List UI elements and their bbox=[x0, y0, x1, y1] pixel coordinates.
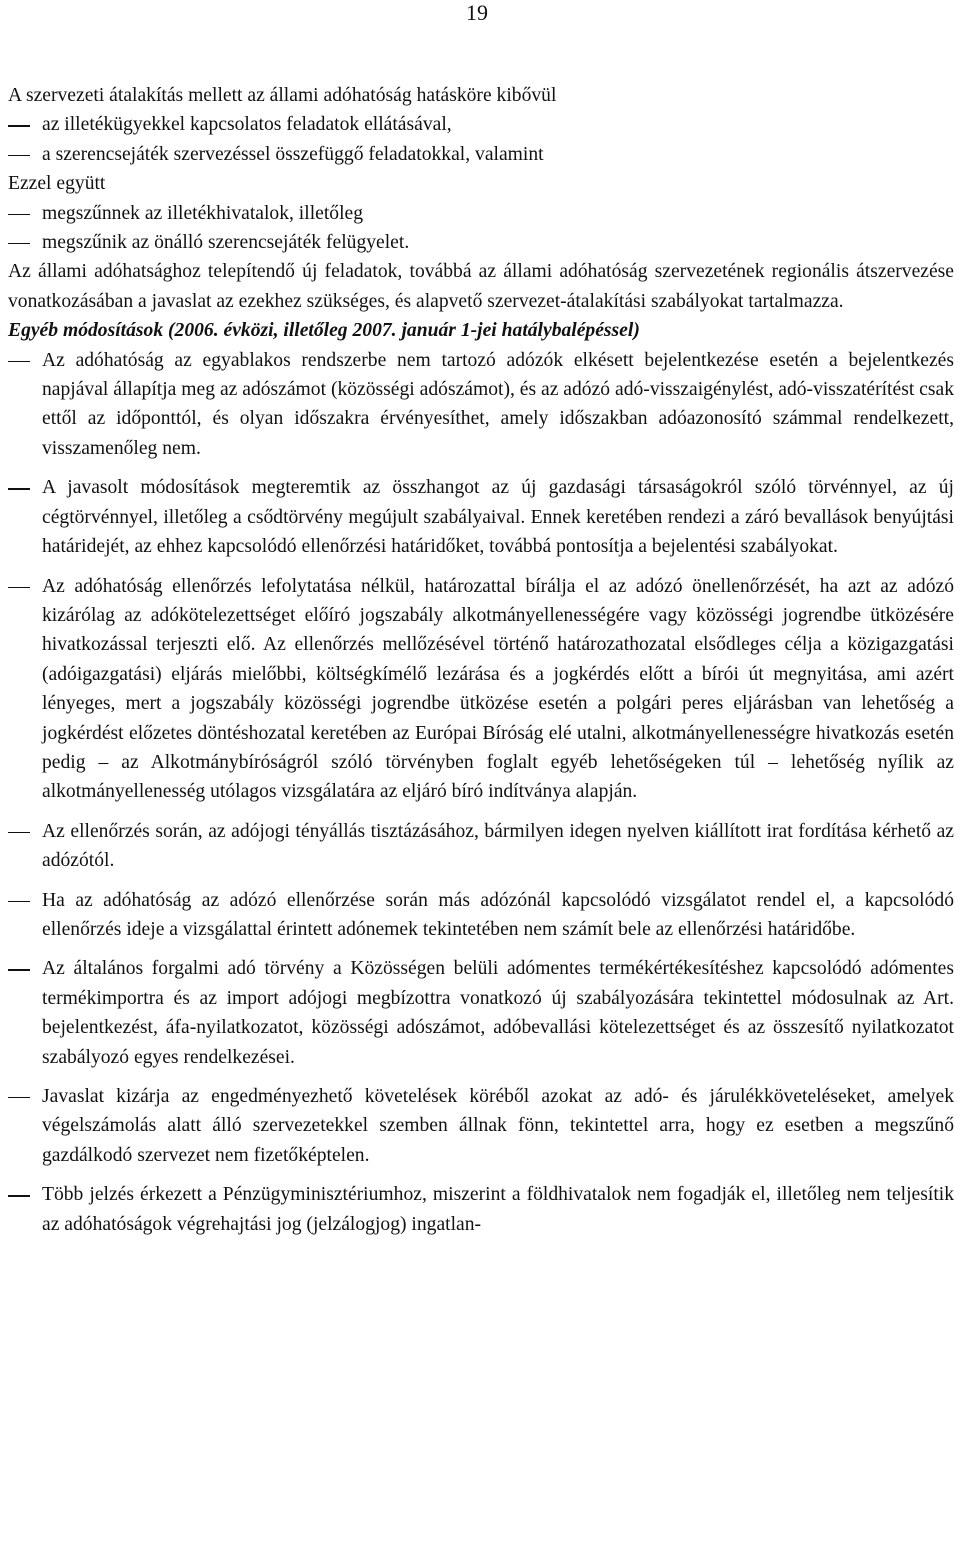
list-item bbox=[8, 572, 954, 807]
list-item-text: Ha az adóhatóság az adózó ellenőrzése során más adózónál kapcsolódó vizsgálatot rendel el, a kapcsolódó ellenőrzés ideje a vizsgálattal érintett adónemek tekintetében nem számít bele az ellenőrzési határidőbe. bbox=[42, 889, 954, 940]
list-item-text: megszűnik az önálló szerencsejáték felügyelet. bbox=[42, 232, 410, 254]
page-number: 19 bbox=[466, 0, 488, 25]
list-item-text: A javasolt módosítások megteremtik az összhangot az új gazdasági társaságokról szóló törvénnyel, az új cégtörvénnyel, illetőleg a csődtörvény megújult szabályaival. Ennek keretében rendezi a záró bevallások benyújtási határidejét, az ehhez kapcsolódó ellenőrzési határidőket, továbbá pontosítja a bejelentési szabályokat. bbox=[42, 477, 954, 558]
list-item bbox=[8, 228, 954, 257]
list-item bbox=[8, 346, 954, 464]
list-item-text: Több jelzés érkezett a Pénzügyminisztériumhoz, miszerint a földhivatalok nem fogadják el, illetőleg nem teljesítik az adóhatóságok végrehajtási jog (jelzálogjog) ingatlan- bbox=[42, 1184, 954, 1235]
section-heading: Egyéb módosítások (2006. évközi, illetőleg 2007. január 1-jei hatálybalépéssel) bbox=[8, 320, 640, 342]
list-item-text: az illetékügyekkel kapcsolatos feladatok ellátásával, bbox=[42, 114, 452, 136]
list-item bbox=[8, 110, 954, 139]
list-item-text: megszűnnek az illetékhivatalok, illetőleg bbox=[42, 202, 364, 224]
list-item-text: Az adóhatóság ellenőrzés lefolytatása nélkül, határozattal bírálja el az adózó önellenőrzését, ha azt az adózó kizárólag az adókötelezettséget előíró jogszabály alkotmányellenességére vagy közösségi jogrendbe ütközésére hivatkozással terjeszti elő. Az ellenőrzés mellőzésével történő határozathozatal elsődleges célja a közigazgatási (adóigazgatási) eljárás mielőbbi, költségkímélő lezárása és a jogkérdés előtt a bírói út megnyitása, ami azért lényeges, mert a jogszabály közösségi jogrendbe ütközése esetén a polgári peres eljárásban van lehetőség a jogkérdést előzetes döntéshozatal keretében az Európai Bíróság elé utalni, alkotmányellenességre hivatkozás esetén pedig – az Alkotmánybíróságról szóló törvényben foglalt egyéb lehetőségeken túl – lehetőség nyílik az alkotmányellenesség utólagos vizsgálatára az eljáró bíró indítványa alapján. bbox=[42, 575, 954, 803]
list-item bbox=[8, 886, 954, 945]
list-item-text: Javaslat kizárja az engedményezhető követelések köréből azokat az adó- és járulékköveteléseket, amelyek végelszámolás alatt álló szervezetekkel szemben állnak fönn, tekintettel arra, hogy ez esetben a megszűnő gazdálkodó szervezet nem fizetőképtelen. bbox=[42, 1086, 954, 1166]
list-item bbox=[8, 817, 954, 876]
document-body bbox=[8, 81, 954, 1239]
list-item-text: a szerencsejáték szervezéssel összefüggő feladatokkal, valamint bbox=[42, 143, 544, 165]
list-item bbox=[8, 473, 954, 561]
list-item bbox=[8, 1180, 954, 1239]
list-item bbox=[8, 1082, 954, 1170]
list-item-text: Az ellenőrzés során, az adójogi tényállás tisztázásához, bármilyen idegen nyelven kiállított irat fordítása kérhető az adózótól. bbox=[42, 820, 954, 872]
intro-text: A szervezeti átalakítás mellett az állami adóhatóság hatásköre kibővül bbox=[8, 85, 557, 106]
body-paragraph: Az állami adóhatsághoz telepítendő új feladatok, továbbá az állami adóhatóság szervezetének regionális átszervezése vonatkozásában a javaslat az ezekhez szükséges, és alapvető szervezet-átalakítási szabályokat tartalmazza. bbox=[8, 261, 954, 312]
list-item bbox=[8, 199, 954, 228]
ezzel-text: Ezzel együtt bbox=[8, 173, 106, 195]
list-item-text: Az adóhatóság az egyablakos rendszerbe nem tartozó adózók elkésett bejelentkezése esetén a bejelentkezés napjával állapítja meg az adószámot (közösségi adószámot), és az adózó adó-visszaigénylést, adó-visszatérítést csak ettől az időponttól, és olyan időszakra érvényesíthet, amely időszakban adóazonosító számmal rendelkezett, visszamenőleg nem. bbox=[42, 349, 954, 459]
list-item-text: Az általános forgalmi adó törvény a Közösségen belüli adómentes termékértékesítéshez kapcsolódó adómentes termékimportra és az import adójogi megbízottra vonatkozó új szabályozására tekintettel módosulnak az Art. bejelentkezést, áfa-nyilatkozatot, közösségi adószámot, adóbevallási kötelezettséget és az összesítő nyilatkozatot szabályozó egyes rendelkezései. bbox=[42, 958, 954, 1068]
list-item bbox=[8, 140, 954, 169]
list-item bbox=[8, 954, 954, 1072]
